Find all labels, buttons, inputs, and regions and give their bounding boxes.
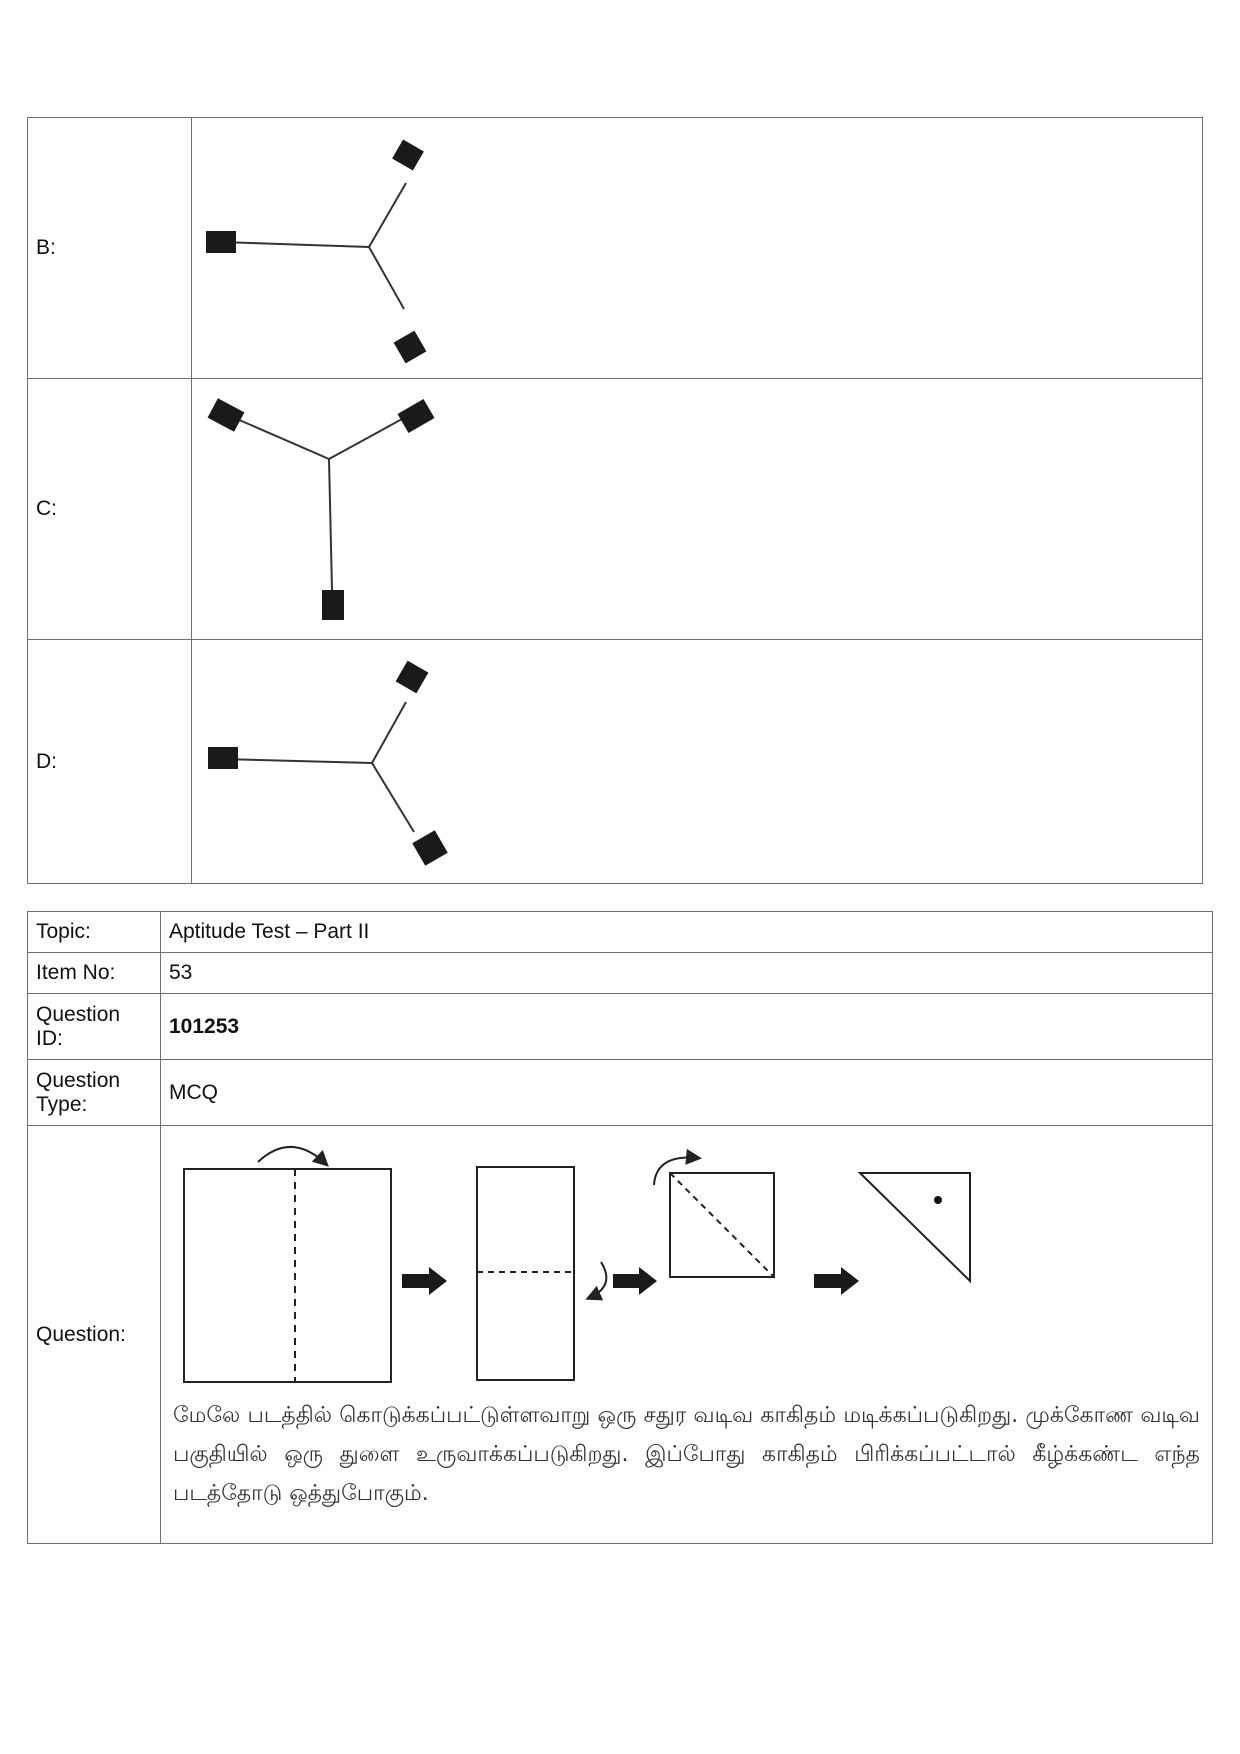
question-text: மேலே படத்தில் கொடுக்கப்பட்டுள்ளவாறு ஒரு சதுர வடிவ காகிதம் மடிக்கப்படுகிறது. முக்கோண வடிவ பகுதியில் ஒரு துளை உருவாக்கப்படுகிறது. இப்போது காகிதம் பிரிக்கப்பட்டால் கீழ்க்கண்ட எந்த படத்தோடு ஒத்துபோகும். (173, 1403, 1200, 1506)
question-content (161, 1126, 1213, 1544)
option-b-figure (192, 119, 1202, 378)
question-id-row (28, 994, 1213, 1060)
option-label-d: D: (28, 640, 192, 884)
question-metadata-table (27, 911, 1213, 1544)
question-id-label-line1: Question (36, 1002, 121, 1026)
fold-arrow-2 (589, 1262, 606, 1298)
option-row-b (28, 118, 1203, 379)
folded-rectangle (477, 1167, 574, 1380)
option-c-figure (192, 380, 1202, 639)
option-label-b: B: (28, 118, 192, 379)
paper-folding-figure (161, 1126, 1211, 1396)
option-row-d (28, 640, 1203, 884)
question-type-value: MCQ (161, 1060, 1213, 1126)
question-id-value: 101253 (161, 994, 1213, 1060)
question-id-label-line2: ID: (36, 1026, 63, 1050)
fold-arrow-3 (654, 1158, 698, 1185)
question-type-label-line2: Type: (36, 1092, 88, 1116)
options-table (27, 117, 1203, 884)
square-paper (184, 1169, 391, 1382)
item-no-label: Item No: (28, 953, 161, 994)
option-d-figure (192, 641, 1202, 883)
question-type-row (28, 1060, 1213, 1126)
question-label: Question: (28, 1126, 161, 1544)
fold-arrow-1 (258, 1147, 326, 1164)
question-row (28, 1126, 1213, 1544)
option-row-c (28, 379, 1203, 640)
question-id-label (28, 994, 161, 1060)
topic-value: Aptitude Test – Part II (161, 912, 1213, 953)
punched-hole (934, 1196, 942, 1204)
option-figure-cell-c (192, 379, 1203, 640)
right-arrow-icon (814, 1267, 859, 1295)
item-no-row (28, 953, 1213, 994)
option-figure-cell-b (192, 118, 1203, 379)
question-type-label (28, 1060, 161, 1126)
topic-row (28, 912, 1213, 953)
option-figure-cell-d (192, 640, 1203, 884)
folded-triangle (860, 1173, 970, 1281)
topic-label: Topic: (28, 912, 161, 953)
question-type-label-line1: Question (36, 1068, 121, 1092)
item-no-value: 53 (161, 953, 1213, 994)
right-arrow-icon (613, 1267, 657, 1295)
right-arrow-icon (402, 1267, 447, 1295)
option-label-c: C: (28, 379, 192, 640)
diagonal-fold-line (670, 1173, 774, 1277)
